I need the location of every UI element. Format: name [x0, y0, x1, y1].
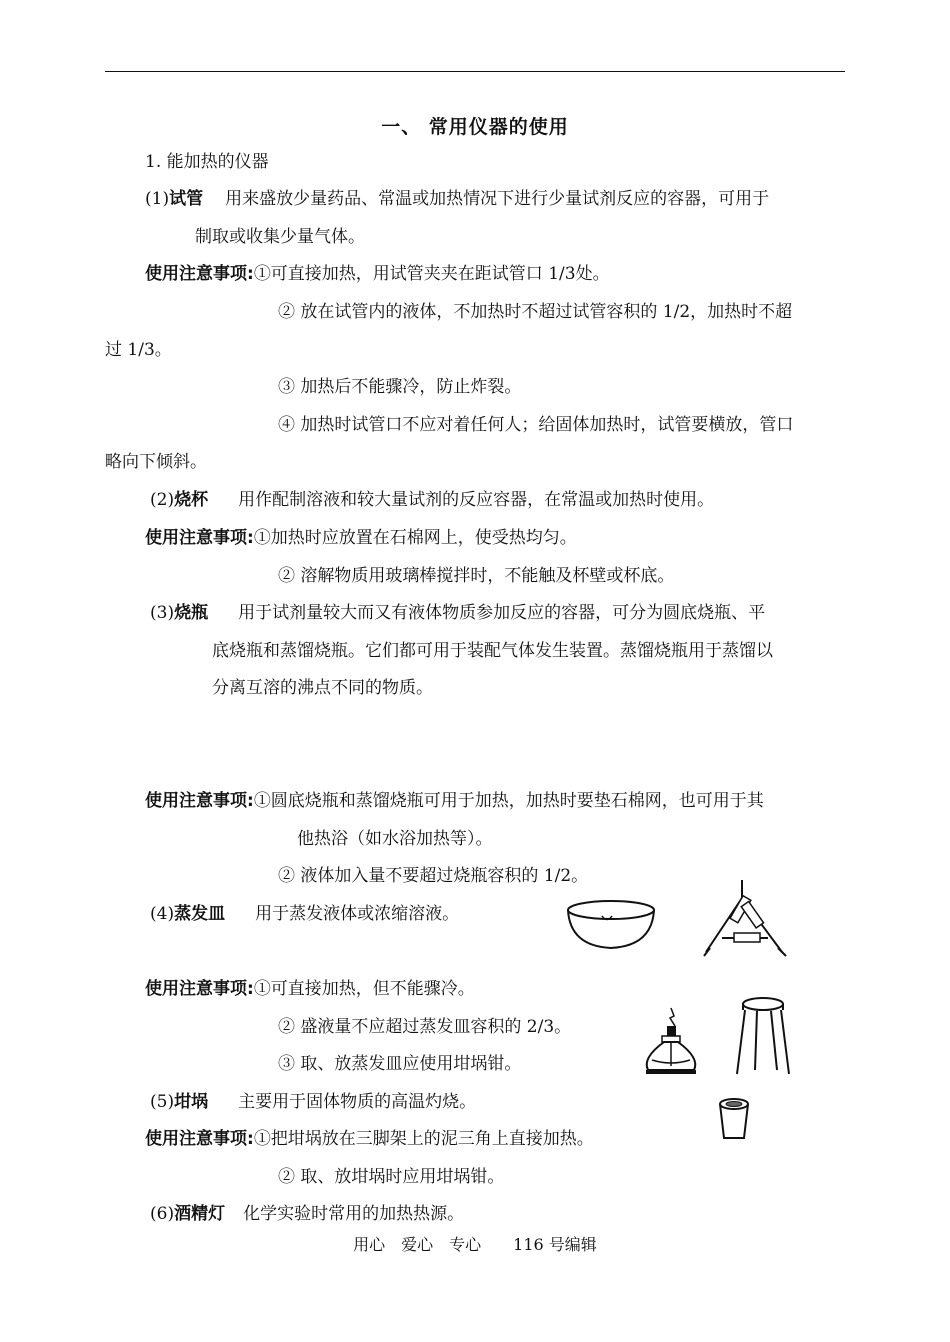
dish-note-2: ② 盛液量不应超过蒸发皿容积的 2/3。	[278, 1017, 572, 1037]
item-number: (2)	[150, 490, 175, 510]
page-footer: 用心 爱心 专心 116 号编辑	[353, 1235, 597, 1254]
test-tube-note-2-cont: 过 1/3。	[105, 340, 172, 360]
item-name: 坩埚	[174, 1092, 209, 1112]
section-heading: 1. 能加热的仪器	[145, 152, 269, 172]
test-tube-note-4: ④ 加热时试管口不应对着任何人；给固体加热时，试管要横放，管口	[278, 415, 794, 435]
test-tube-note-3: ③ 加热后不能骤冷，防止炸裂。	[278, 377, 522, 397]
item-number: (5)	[150, 1092, 175, 1112]
test-tube-heading	[145, 187, 769, 211]
note-text: ①可直接加热，但不能骤冷。	[253, 979, 475, 999]
crucible-illustration	[716, 1096, 752, 1142]
note-label: 使用注意事项:	[145, 791, 254, 811]
beaker-heading	[150, 488, 714, 512]
note-text: ①把坩埚放在三脚架上的泥三角上直接加热。	[253, 1129, 594, 1149]
note-label: 使用注意事项:	[145, 528, 254, 548]
test-tube-desc-cont: 制取或收集少量气体。	[195, 227, 365, 247]
test-tube-note-1	[145, 262, 610, 286]
test-tube-note-2: ② 放在试管内的液体，不加热时不超过试管容积的 1/2，加热时不超	[278, 302, 793, 322]
note-label: 使用注意事项:	[145, 979, 254, 999]
item-desc: 用于蒸发液体或浓缩溶液。	[255, 904, 460, 924]
evaporating-dish-illustration	[562, 896, 660, 956]
item-name: 试管	[169, 189, 204, 209]
beaker-note-1	[145, 526, 577, 550]
item-name: 烧杯	[174, 490, 209, 510]
test-tube-note-4-cont: 略向下倾斜。	[105, 452, 207, 472]
note-text: ①可直接加热，用试管夹夹在距试管口 1/3处。	[253, 264, 610, 284]
alcohol-lamp-illustration	[640, 1006, 702, 1076]
note-label: 使用注意事项:	[145, 264, 254, 284]
item-number: (6)	[150, 1204, 175, 1224]
item-number: (1)	[145, 189, 170, 209]
note-text: ①圆底烧瓶和蒸馏烧瓶可用于加热，加热时要垫石棉网，也可用于其	[253, 791, 764, 811]
clay-triangle-illustration	[700, 878, 788, 960]
flask-desc-cont-1: 底烧瓶和蒸馏烧瓶。它们都可用于装配气体发生装置。蒸馏烧瓶用于蒸馏以	[212, 641, 773, 661]
crucible-heading	[150, 1090, 476, 1114]
flask-heading	[150, 601, 765, 625]
item-desc: 化学实验时常用的加热热源。	[243, 1204, 465, 1224]
item-desc: 主要用于固体物质的高温灼烧。	[238, 1092, 477, 1112]
crucible-note-2: ② 取、放坩埚时应用坩埚钳。	[278, 1167, 505, 1187]
dish-heading	[150, 902, 459, 926]
item-desc: 用作配制溶液和较大量试剂的反应容器，在常温或加热时使用。	[238, 490, 715, 510]
item-name: 烧瓶	[174, 603, 209, 623]
dish-note-1	[145, 977, 475, 1001]
flask-note-1-cont: 他热浴（如水浴加热等）。	[297, 829, 493, 849]
header-rule	[105, 71, 845, 72]
flask-desc-cont-2: 分离互溶的沸点不同的物质。	[212, 678, 433, 698]
note-label: 使用注意事项:	[145, 1129, 254, 1149]
item-number: (3)	[150, 603, 175, 623]
item-desc: 用来盛放少量药品、常温或加热情况下进行少量试剂反应的容器，可用于	[225, 189, 770, 209]
tripod-stand-illustration	[735, 996, 791, 1076]
item-name: 酒精灯	[174, 1204, 226, 1224]
item-name: 蒸发皿	[174, 904, 226, 924]
flask-note-2: ② 液体加入量不要超过烧瓶容积的 1/2。	[278, 866, 589, 886]
lamp-heading	[150, 1202, 464, 1226]
page-title: 一、 常用仪器的使用	[381, 116, 569, 138]
note-text: ①加热时应放置在石棉网上，使受热均匀。	[253, 528, 577, 548]
dish-note-3: ③ 取、放蒸发皿应使用坩埚钳。	[278, 1054, 522, 1074]
item-desc: 用于试剂量较大而又有液体物质参加反应的容器，可分为圆底烧瓶、平	[238, 603, 766, 623]
crucible-note-1	[145, 1127, 594, 1151]
flask-note-1	[145, 789, 764, 813]
item-number: (4)	[150, 904, 175, 924]
beaker-note-2: ② 溶解物质用玻璃棒搅拌时，不能触及杯壁或杯底。	[278, 566, 675, 586]
